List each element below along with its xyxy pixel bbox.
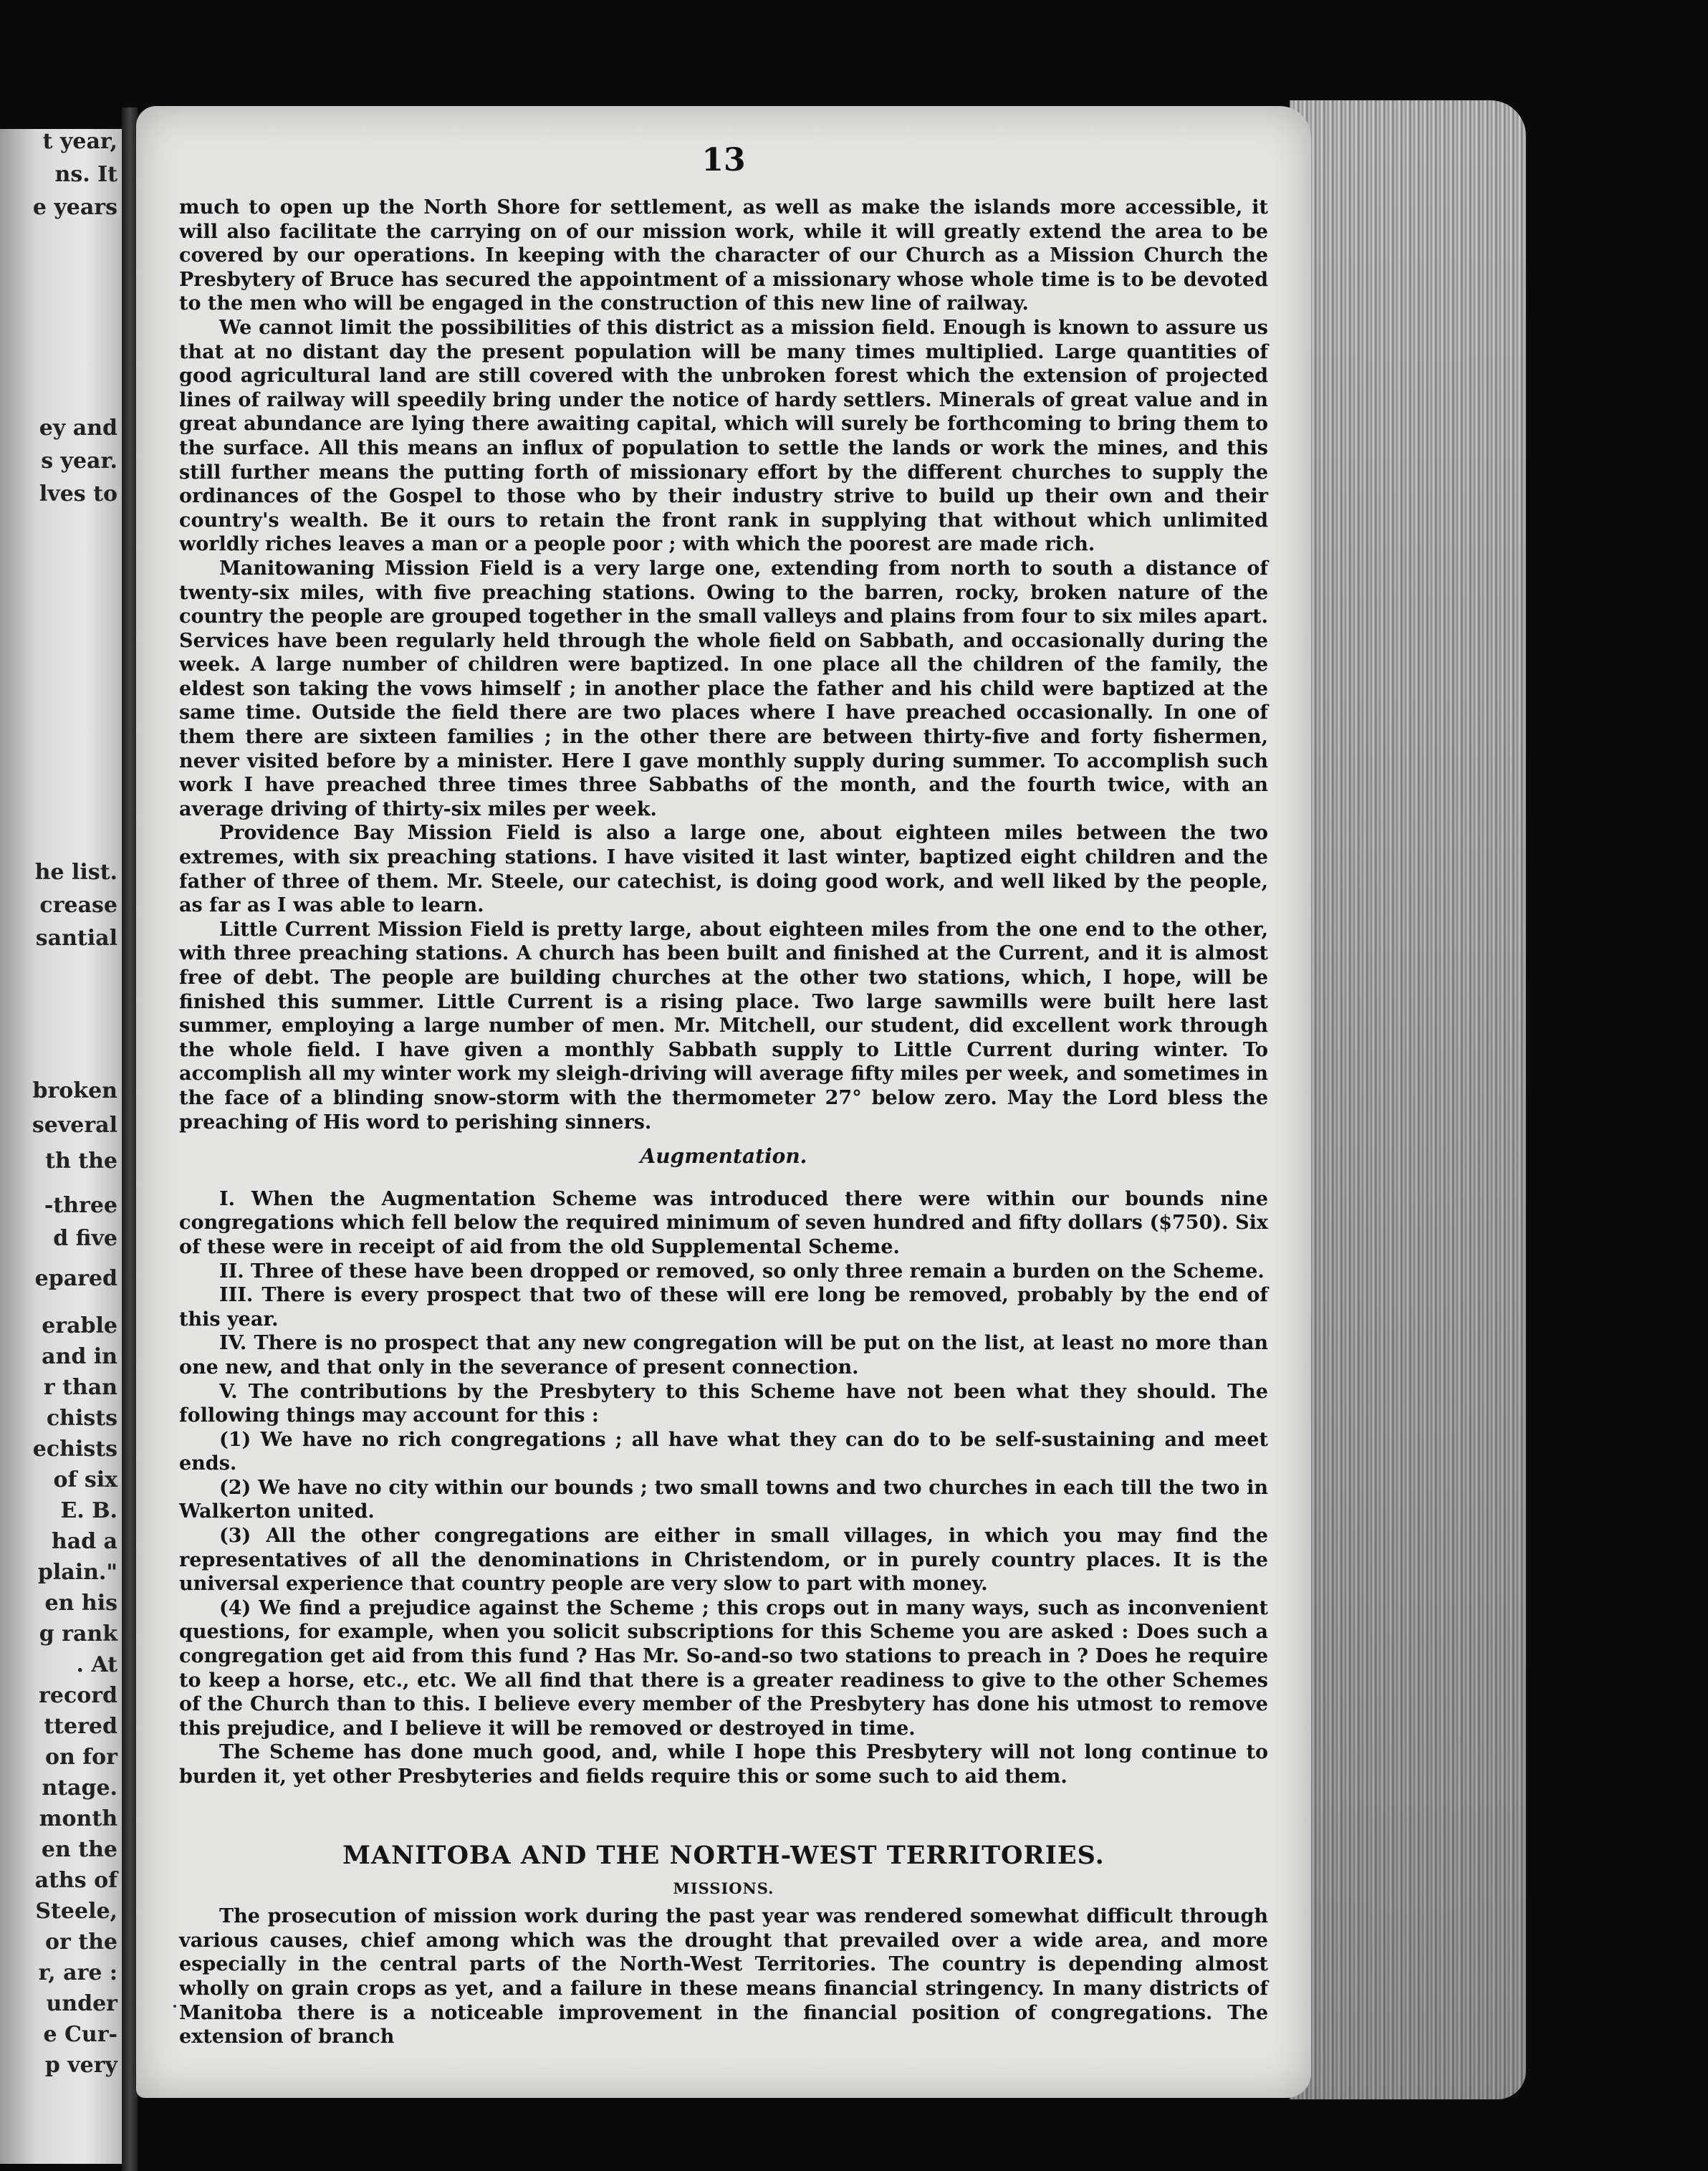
augmentation-item: (2) We have no city within our bounds ; two small towns and two churches in each till the two in Walkerton united.: [179, 1476, 1268, 1523]
left-page-fragment: ns. It: [54, 162, 117, 187]
left-page-fragment: ntage.: [42, 1775, 117, 1801]
left-page-fragment: E. B.: [60, 1498, 117, 1523]
paragraph-mission-possibilities: We cannot limit the possibilities of this district as a mission field. Enough is known to assure us that at no distant day the present population will be many times multiplied. Large quantities of good agricultural land are still covered with the unbroken forest which the extension of projected lines of railway will speedily bring under the notice of hardy settlers. Minerals of great value and in great abundance are lying there awaiting capital, which will surely be forthcoming to bring them to the surface. All this means an influx of population to settle the lands or work the mines, and this still further means the putting forth of missionary effort by the different churches to supply the ordinances of the Gospel to those who by their industry strive to build up their own and their country's wealth. Be it ours to retain the front rank in supplying that without which unlimited worldly riches leaves a man or a people poor ; with which the poorest are made rich.: [179, 316, 1268, 556]
left-page-fragment: or the: [44, 1930, 117, 1955]
book-gutter: [122, 107, 138, 2171]
left-page-fragment: Steele,: [35, 1899, 117, 1924]
left-page-fragment: r than: [43, 1375, 117, 1400]
left-page-fragment: s year.: [41, 449, 117, 474]
left-page-fragment: r, are :: [38, 1960, 117, 1985]
left-page-fragment: crease: [39, 893, 117, 918]
paragraph-north-shore: much to open up the North Shore for settlement, as well as make the islands more accessible, it will also facilitate the carrying on of our mission work, while it will greatly extend the area to be covered by our operations. In keeping with the character of our Church as a Mission Church the Presbytery of Bruce has secured the appointment of a missionary whose whole time is to be devoted to the men who will be engaged in the construction of this new line of railway.: [179, 196, 1268, 315]
augmentation-item: (4) We find a prejudice against the Scheme ; this crops out in many ways, such as inconvenient questions, for example, when you solicit subscriptions for this Scheme you are asked : Does such a congregation get aid from this fund ? Has Mr. So-and-so two stations to preach in ? Does he require to keep a horse, etc., etc. We all find that there is a greater readiness to give to the other Schemes of the Church than to this. I believe every member of the Presbytery has done his utmost to remove this prejudice, and I believe it will be removed or destroyed in time.: [179, 1596, 1268, 1740]
left-page-fragment: and in: [42, 1344, 117, 1369]
augmentation-item: III. There is every prospect that two of these will ere long be removed, probably by the end of this year.: [179, 1284, 1268, 1331]
section-title: MANITOBA AND THE NORTH-WEST TERRITORIES.: [342, 1840, 1105, 1870]
left-page-fragment: g rank: [39, 1621, 117, 1647]
page-number: 13: [701, 142, 746, 178]
page-stack-shadow: [1290, 100, 1526, 2099]
left-page-fragment: p very: [44, 2053, 117, 2078]
left-page-fragment: plain.": [37, 1560, 117, 1585]
left-page-fragment: en his: [44, 1591, 117, 1616]
left-page-fragment: e years: [32, 195, 117, 220]
left-page-fragment: d five: [53, 1226, 117, 1251]
left-page-fragment: ttered: [44, 1714, 117, 1739]
left-page-fragment: had a: [51, 1529, 117, 1554]
left-page-fragment: record: [39, 1683, 117, 1708]
paragraph-providence-bay: Providence Bay Mission Field is also a large one, about eighteen miles between the two extremes, with six preaching stations. I have visited it last winter, baptized eight children and the father of three of them. Mr. Steele, our catechist, is doing good work, and well liked by the people, as far as I was able to learn.: [179, 822, 1268, 917]
augmentation-heading: Augmentation.: [640, 1144, 807, 1169]
paragraph-manitowaning: Manitowaning Mission Field is a very large one, extending from north to south a distance of twenty-six miles, with five preaching stations. Owing to the barren, rocky, broken nature of the country the people are grouped together in the small valleys and plains from four to six miles apart. Services have been regularly held through the whole field on Sabbath, and occasionally during the week. A large number of children were baptized. In one place all the children of the family, the eldest son taking the vows himself ; in another place the father and his child were baptized at the same time. Outside the field there are two places where I have preached occasionally. In one of them there are sixteen families ; in the other there are between thirty-five and forty fishermen, never visited before by a minister. Here I gave monthly supply during summer. To accomplish such work I have preached three times three Sabbaths of the month, and the fourth twice, with an average driving of thirty-six miles per week.: [179, 557, 1268, 820]
left-page-fragment: chists: [46, 1406, 117, 1431]
left-page-fragment: th the: [45, 1149, 117, 1174]
facing-left-page: [0, 129, 122, 2164]
paragraph-missions: The prosecution of mission work during the past year was rendered somewhat difficult through various causes, chief among which was the drought that prevailed over a wide area, and more especially in the central parts of the North-West Territories. The country is depending almost wholly on grain crops as yet, and a failure in these means financial stringency. In many districts of Manitoba there is a noticeable improvement in the financial position of congregations. The extension of branch: [179, 1905, 1268, 2048]
book-page: [136, 106, 1311, 2098]
left-page-fragment: several: [32, 1113, 117, 1138]
left-page-fragment: epared: [34, 1266, 117, 1291]
left-page-fragment: ey and: [39, 416, 117, 441]
paragraph-little-current: Little Current Mission Field is pretty large, about eighteen miles from the one end to the other, with three preaching stations. A church has been built and finished at the Current, and it is almost free of debt. The people are building churches at the other two stations, which, I hope, will be finished this summer. Little Current is a rising place. Two large sawmills were built here last summer, employing a large number of men. Mr. Mitchell, our student, did excellent work through the whole field. I have given a monthly Sabbath supply to Little Current during winter. To accomplish all my winter work my sleigh-driving will average fifty miles per week, and sometimes in the face of a blinding snow-storm with the thermometer 27° below zero. May the Lord bless the preaching of His word to perishing sinners.: [179, 918, 1268, 1134]
left-page-fragment: e Cur-: [43, 2022, 117, 2047]
left-page-fragment: under: [46, 1991, 117, 2016]
left-page-fragment: on for: [45, 1745, 117, 1770]
left-page-fragment: . At: [76, 1652, 117, 1677]
left-page-fragment: aths of: [34, 1868, 117, 1893]
augmentation-conclusion: The Scheme has done much good, and, while I hope this Presbytery will not long continue to burden it, yet other Presbyteries and fields require this or some such to aid them.: [179, 1741, 1268, 1788]
page-speck: [173, 2005, 176, 2008]
augmentation-item: IV. There is no prospect that any new congregation will be put on the list, at least no more than one new, and that only in the severance of present connection.: [179, 1332, 1268, 1379]
left-page-fragment: of six: [53, 1467, 117, 1492]
section-subtitle: MISSIONS.: [673, 1879, 774, 1897]
left-page-fragment: broken: [32, 1078, 117, 1103]
left-page-fragment: month: [39, 1806, 117, 1831]
augmentation-item: (1) We have no rich congregations ; all have what they can do to be self-sustaining and meet ends.: [179, 1428, 1268, 1475]
augmentation-item: V. The contributions by the Presbytery to this Scheme have not been what they should. The following things may account for this :: [179, 1380, 1268, 1427]
left-page-fragment: echists: [32, 1437, 117, 1462]
left-page-fragment: erable: [42, 1313, 117, 1338]
left-page-fragment: he list.: [34, 860, 117, 885]
left-page-fragment: en the: [41, 1837, 117, 1862]
augmentation-item: (3) All the other congregations are either in small villages, in which you may find the representatives of all the denominations in Christendom, or in purely country places. It is the universal experience that country people are very slow to part with money.: [179, 1525, 1268, 1596]
page-content: [179, 196, 1268, 2049]
left-page-fragment: santial: [35, 926, 117, 951]
left-page-fragment: -three: [44, 1193, 117, 1218]
left-page-fragment: lves to: [39, 481, 117, 507]
left-page-fragment: t year,: [42, 129, 117, 154]
augmentation-item: II. Three of these have been dropped or removed, so only three remain a burden on the Scheme.: [219, 1260, 1265, 1283]
augmentation-item: I. When the Augmentation Scheme was introduced there were within our bounds nine congregations which fell below the required minimum of seven hundred and fifty dollars ($750). Six of these were in receipt of aid from the old Supplemental Scheme.: [179, 1187, 1268, 1258]
